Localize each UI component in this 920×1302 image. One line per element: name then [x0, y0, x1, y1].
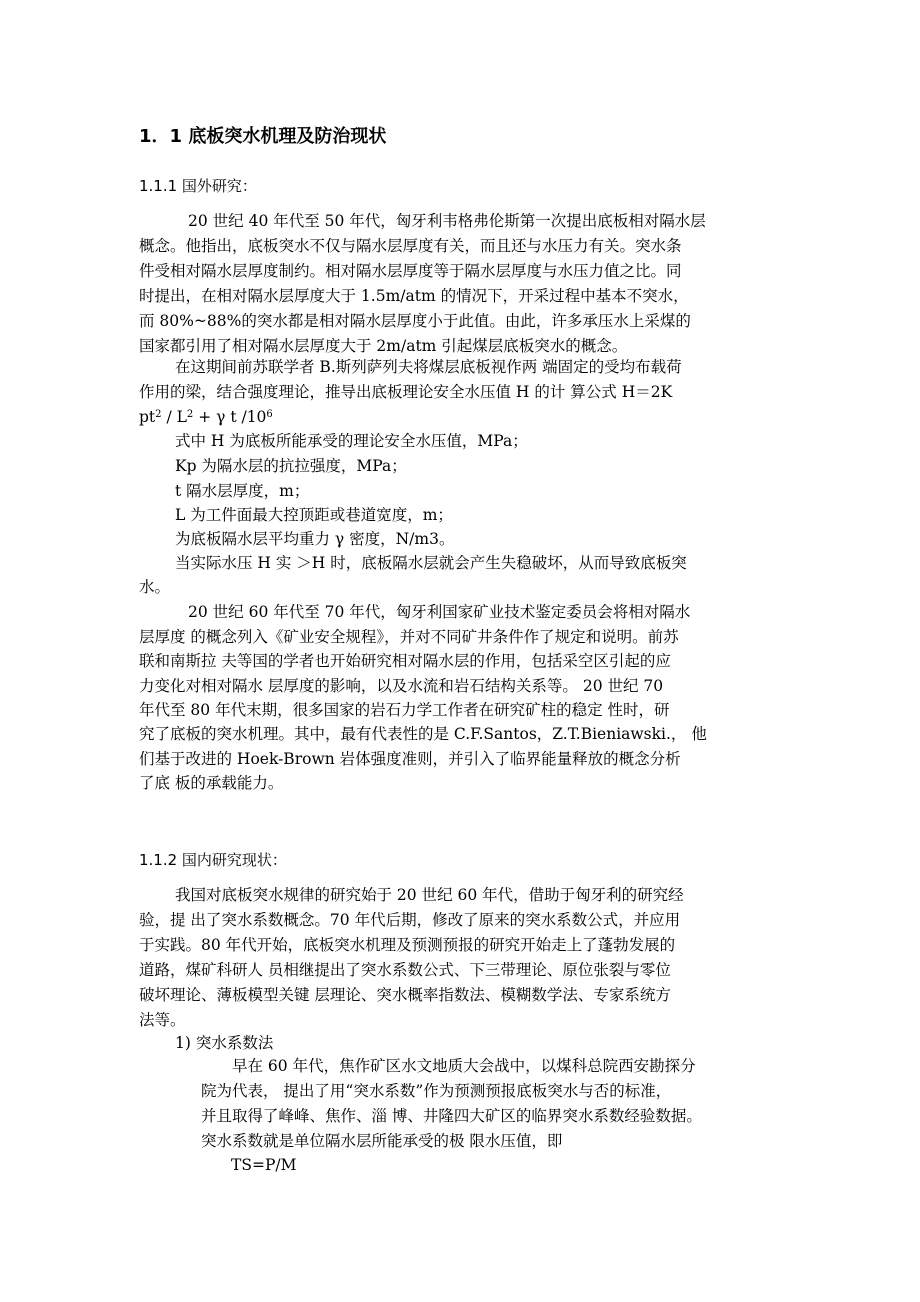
text-line: 概念。他指出，底板突水不仅与隔水层厚度有关，而且还与水压力有关。突水条: [139, 237, 682, 255]
text-line: 并且取得了峰峰、焦作、淄 博、井隆四大矿区的临界突水系数经验数据。: [201, 1107, 702, 1125]
text-line: 水。: [139, 578, 171, 596]
subsection-heading-domestic: 1.1.2 国内研究现状：: [139, 851, 287, 869]
text-line: 件受相对隔水层厚度制约。相对隔水层厚度等于隔水层厚度与水压力值之比。同: [139, 262, 682, 280]
text-line: 式中 H 为底板所能承受的理论安全水压值，MPa；: [175, 432, 528, 450]
subsection-heading-foreign: 1.1.1 国外研究：: [139, 177, 257, 195]
text-line: 年代至 80 年代末期，很多国家的岩石力学工作者在研究矿柱的稳定 性时，研: [139, 701, 670, 719]
text-line: 20 世纪 40 年代至 50 年代，匈牙利韦格弗伦斯第一次提出底板相对隔水层: [188, 212, 706, 230]
text-line: 层厚度 的概念列入《矿业安全规程》，并对不同矿井条件作了规定和说明。前苏: [139, 628, 679, 646]
list-item-title: 1) 突水系数法: [175, 1034, 274, 1052]
text-line: 时提出，在相对隔水层厚度大于 1.5m/atm 的情况下，开采过程中基本不突水，: [139, 287, 689, 305]
text-line: 道路，煤矿科研人 员相继提出了突水系数公式、下三带理论、原位张裂与零位: [139, 961, 671, 979]
text-line: 院为代表， 提出了用“突水系数”作为预测预报底板突水与否的标准，: [201, 1082, 672, 1100]
text-line: 当实际水压 H 实 ＞H 时，底板隔水层就会产生失稳破坏，从而导致底板突: [175, 554, 687, 572]
text-line: 国家都引用了相对隔水层厚度大于 2m/atm 引起煤层底板突水的概念。: [139, 337, 628, 355]
text-line: 20 世纪 60 年代至 70 年代，匈牙利国家矿业技术鉴定委员会将相对隔水: [188, 603, 691, 621]
text-line: 在这期间前苏联学者 B.斯列萨列夫将煤层底板视作两 端固定的受均布载荷: [175, 358, 682, 376]
text-line: 早在 60 年代，焦作矿区水文地质大会战中，以煤科总院西安勘探分: [232, 1057, 696, 1075]
equation: TS=P/M: [231, 1156, 297, 1174]
text-line: 们基于改进的 Hoek-Brown 岩体强度准则，并引入了临界能量释放的概念分析: [139, 750, 681, 768]
text-line: 而 80%~88%的突水都是相对隔水层厚度小于此值。由此，许多承压水上采煤的: [139, 312, 691, 330]
text-line: 我国对底板突水规律的研究始于 20 世纪 60 年代，借助于匈牙利的研究经: [175, 886, 684, 904]
text-line: 法等。: [139, 1011, 186, 1029]
text-line: 验，提 出了突水系数概念。70 年代后期，修改了原来的突水系数公式，并应用: [139, 911, 681, 929]
text-line: L 为工件面最大控顶距或巷道宽度，m；: [175, 506, 453, 524]
formula-line: $pt^2 / L^2 + \gamma$ t $/10^6$: [139, 408, 273, 426]
text-line: 为底板隔水层平均重力 γ 密度，N/m3。: [175, 530, 455, 548]
text-line: 破坏理论、薄板模型关键 层理论、突水概率指数法、模糊数学法、专家系统方: [139, 986, 671, 1004]
text-line: 于实践。80 年代开始，底板突水机理及预测预报的研究开始走上了蓬勃发展的: [139, 936, 676, 954]
section-heading: 1．1 底板突水机理及防治现状: [139, 126, 387, 147]
text-line: 究了底板的突水机理。其中，最有代表性的是 C.F.Santos，Z.T.Bieniawski.， 他: [139, 725, 707, 743]
text-line: 突水系数就是单位隔水层所能承受的极 限水压值，即: [201, 1132, 563, 1150]
text-line: 了底 板的承载能力。: [139, 774, 284, 792]
text-line: t 隔水层厚度，m；: [175, 482, 310, 500]
text-line: Kp 为隔水层的抗拉强度，MPa；: [175, 457, 407, 475]
text-line: 联和南斯拉 夫等国的学者也开始研究相对隔水层的作用，包括采空区引起的应: [139, 652, 671, 670]
text-line: 力变化对相对隔水 层厚度的影响，以及水流和岩石结构关系等。 20 世纪 70: [139, 677, 664, 695]
text-line: 作用的梁，结合强度理论，推导出底板理论安全水压值 H 的计 算公式 H＝2K: [139, 383, 673, 401]
